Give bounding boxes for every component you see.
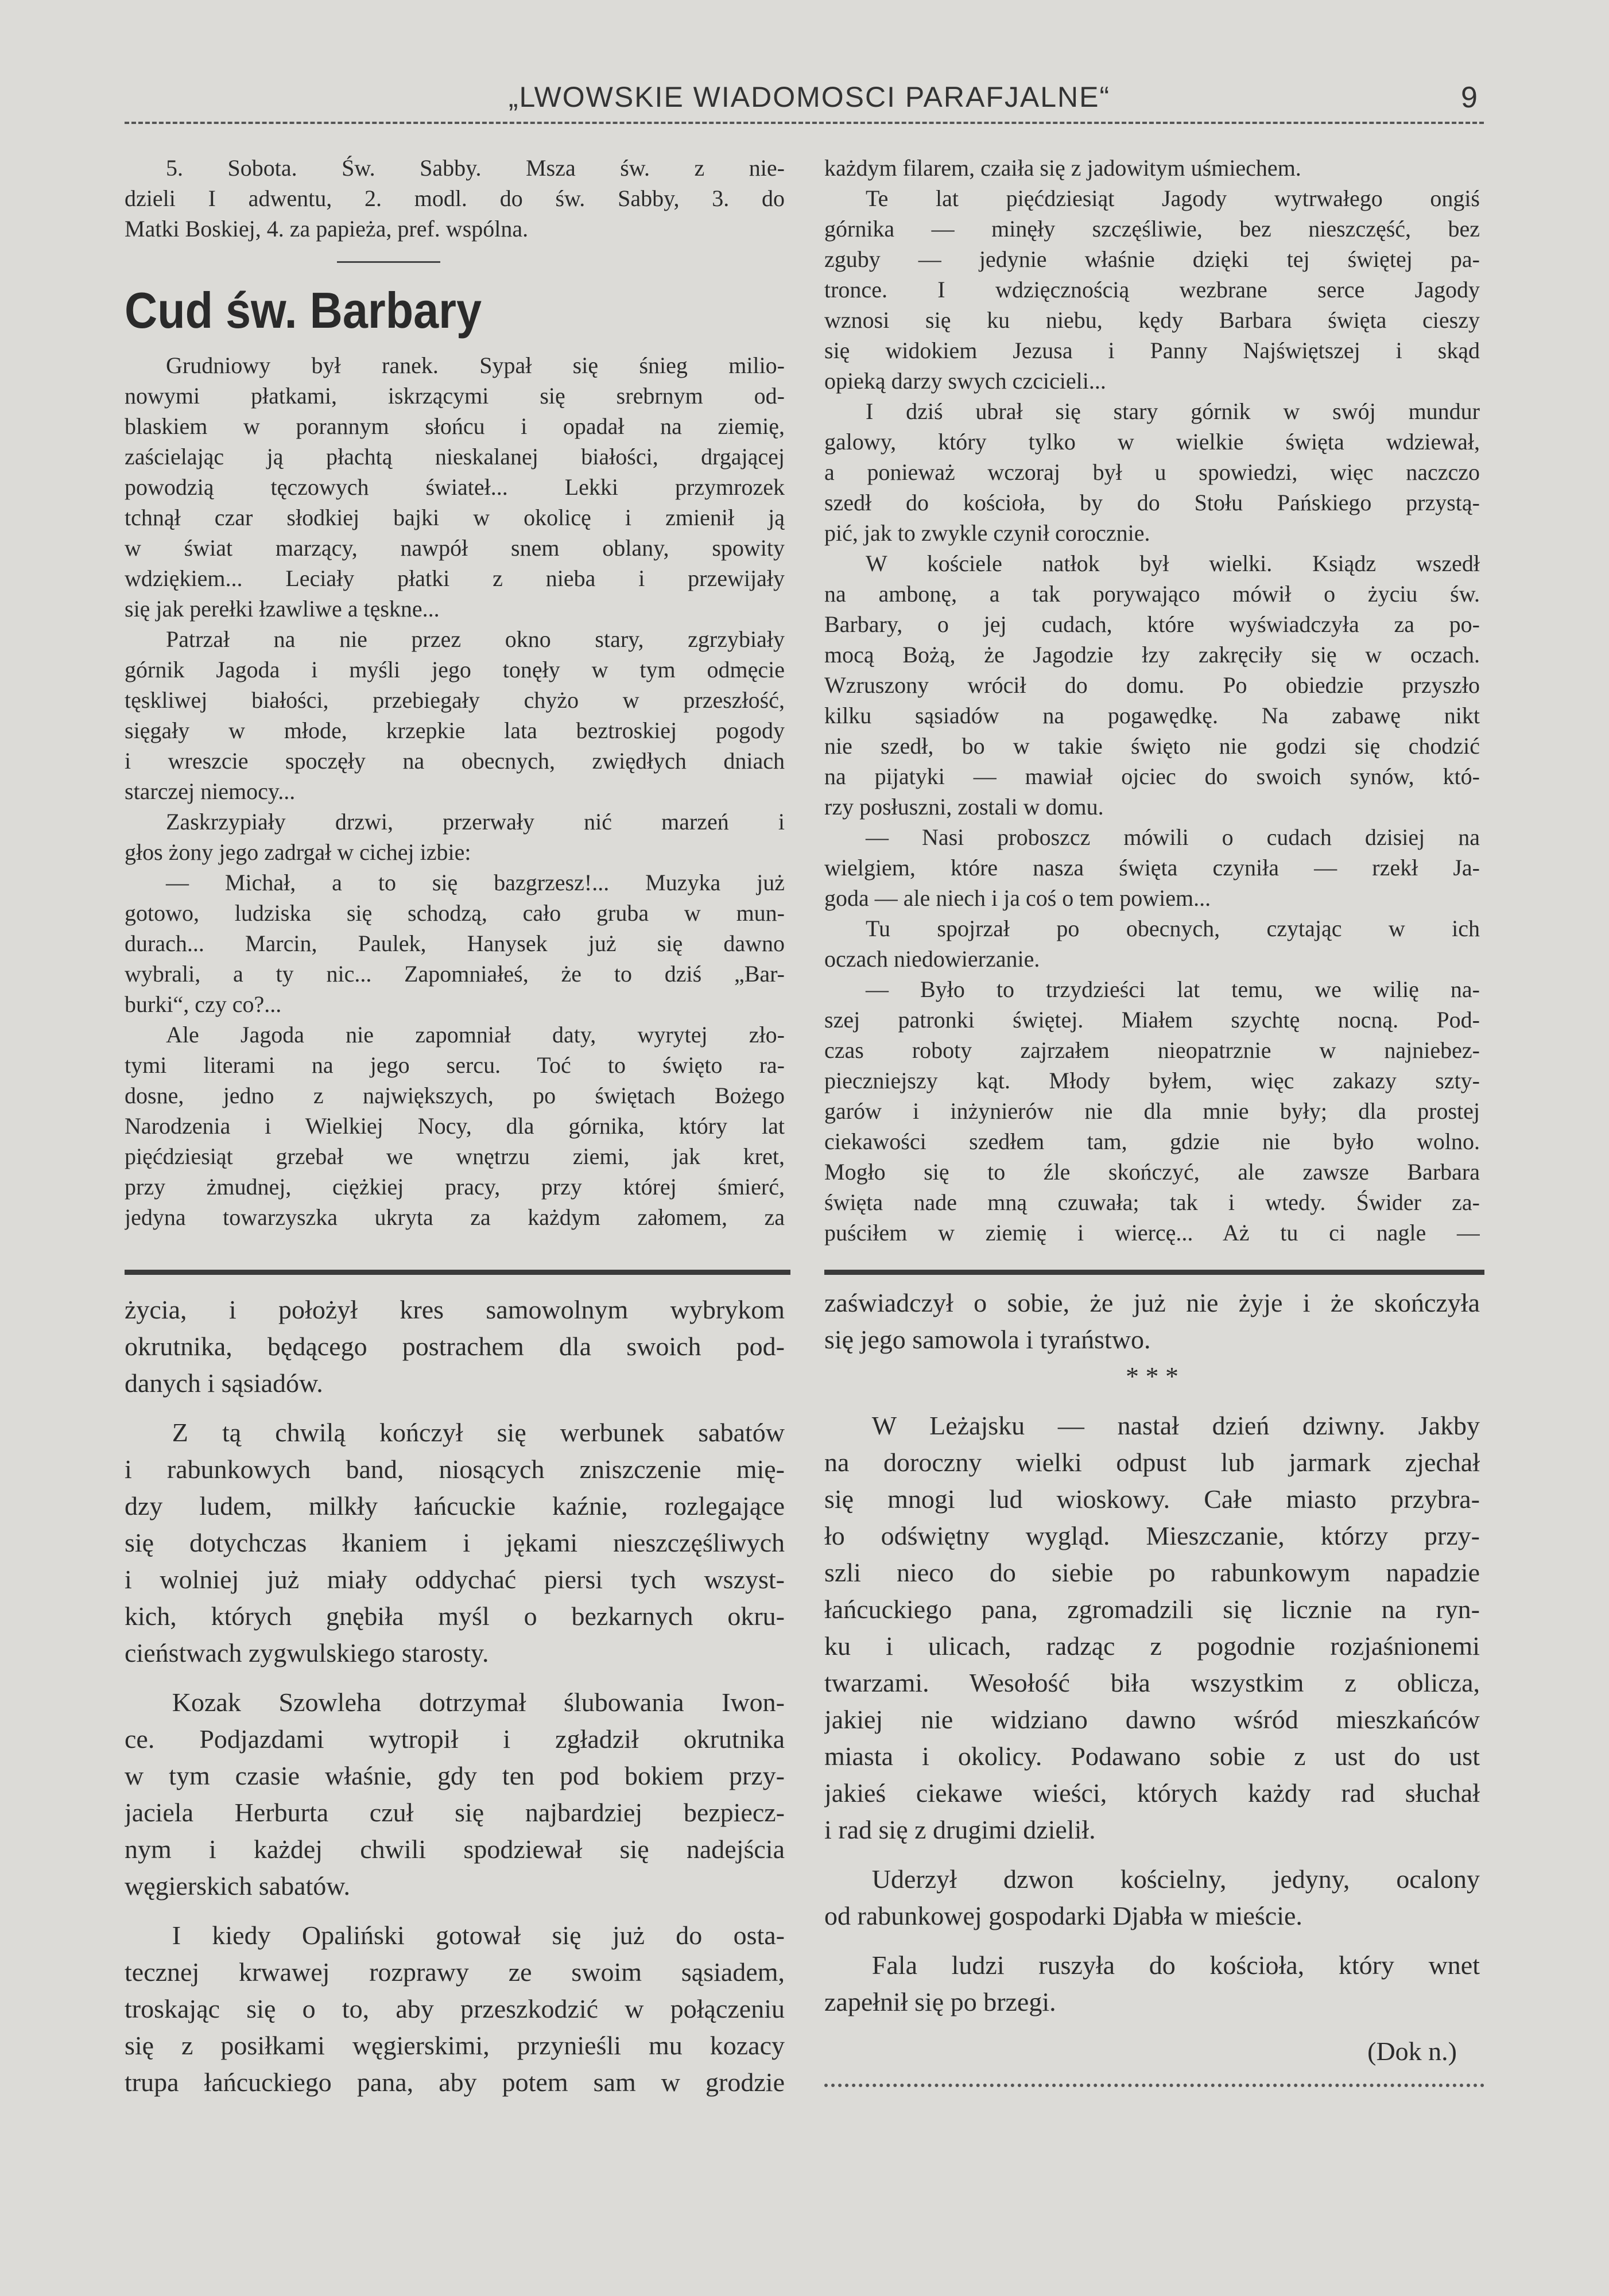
paragraph: [824, 974, 1480, 1248]
text-line: twarzami. Wesołość biła wszystkim z oblicza,: [824, 1668, 1480, 1697]
serial-story-body: [125, 1292, 785, 2101]
text-line: w tym czasie właśnie, gdy ten pod bokiem przy-: [125, 1761, 785, 1790]
text-line: durach... Marcin, Paulek, Hanysek już się dawno: [125, 930, 785, 956]
text-line: Mogło się to źle skończyć, ale zawsze Barbara: [824, 1159, 1480, 1185]
section-rule-right: [824, 1270, 1484, 1275]
text-line: szej patronki świętej. Miałem szychtę nocną. Pod-: [824, 1007, 1480, 1033]
text-line: okrutnika, będącego postrachem dla swoich pod-: [125, 1332, 785, 1361]
text-line: i wolniej już miały oddychać piersi tych wszyst-: [125, 1565, 785, 1594]
text-line: starczej niemocy...: [125, 778, 296, 804]
running-head-title: „LWOWSKIE WIADOMOSCI PARAFJALNE“: [508, 81, 1111, 113]
to-be-continued-note: (Dok n.): [1367, 2037, 1457, 2066]
text-line: na pijatyki — mawiał ojciec do swoich synów, któ-: [824, 763, 1480, 789]
text-line: się dotychczas łkaniem i jękami nieszczęśliwych: [125, 1528, 785, 1557]
text-line: W kościele natłok był wielki. Ksiądz wszedł: [866, 550, 1480, 576]
article-body: [125, 350, 785, 1232]
paragraph: [125, 1019, 785, 1232]
paragraph: [125, 1684, 785, 1905]
column-bottom-right: [824, 1285, 1480, 2070]
text-line: I kiedy Opaliński gotował się już do osta-: [172, 1921, 785, 1950]
text-line: powodzią tęczowych świateł... Lekki przymrozek: [125, 474, 785, 500]
text-line: górnik Jagoda i myśli jego tonęły w tym odmęcie: [125, 657, 785, 682]
serial-story-continuation: [824, 1285, 1480, 1358]
text-line: Uderzył dzwon kościelny, jedyny, ocalony: [871, 1864, 1480, 1894]
text-line: galowy, który tylko w wielkie święta wdziewał,: [824, 429, 1480, 455]
text-line: tronce. I wdzięcznością wezbrane serce Jagody: [824, 277, 1480, 302]
text-line: się z posiłkami węgierskimi, przynieśli mu kozacy: [125, 2031, 785, 2060]
text-line: dosne, jedno z największych, po świętach Bożego: [125, 1083, 785, 1108]
text-line: Tu spojrzał po obecnych, czytając w ich: [866, 916, 1480, 941]
text-line: Grudniowy był ranek. Sypał się śnieg milio-: [166, 352, 785, 378]
text-line: głos żony jego zadrgał w cichej izbie:: [125, 839, 471, 865]
paragraph: [125, 1414, 785, 1671]
text-line: w świat marzący, nawpół snem oblany, spowity: [125, 535, 785, 561]
text-line: wybrali, a ty nic... Zapomniałeś, że to dziś „Bar-: [125, 961, 785, 987]
text-line: ciekawości szedłem tam, gdzie nie było wolno.: [824, 1128, 1480, 1154]
paragraph: [824, 822, 1480, 913]
text-line: pić, jak to zwykle czynił corocznie.: [824, 520, 1150, 546]
section-divider: [337, 261, 440, 263]
text-line: na doroczny wielki odpust lub jarmark zjechał: [824, 1448, 1480, 1477]
text-line: ło odświętny wygląd. Mieszczanie, którzy przy-: [824, 1521, 1480, 1550]
text-line: węgierskich sabatów.: [125, 1871, 350, 1901]
text-line: Patrzał na nie przez okno stary, zgrzybiały: [166, 626, 785, 652]
text-line: goda — ale niech i ja coś o tem powiem...: [824, 885, 1211, 911]
paragraph: [125, 867, 785, 1019]
text-line: i wreszcie spoczęły na obecnych, zwiędłych dniach: [125, 748, 785, 774]
text-line: tecznej krwawej rozprawy ze swoim sąsiadem,: [125, 1957, 785, 1987]
text-line: każdym filarem, czaiła się z jadowitym uśmiechem.: [824, 155, 1301, 181]
text-line: nym i każdej chwili spodziewał się nadejścia: [125, 1835, 785, 1864]
paragraph: [824, 548, 1480, 822]
text-line: blaskiem w porannym słońcu i opadał na ziemię,: [125, 413, 785, 439]
text-line: Ale Jagoda nie zapomniał daty, wyrytej zło-: [166, 1022, 785, 1048]
text-line: wznosi się ku niebu, kędy Barbara święta cieszy: [824, 307, 1480, 333]
text-line: Fala ludzi ruszyła do kościoła, który wnet: [871, 1950, 1480, 1980]
paragraph: [125, 1917, 785, 2101]
column-top-left: [125, 153, 785, 1232]
text-line: zapełnił się po brzegi.: [824, 1987, 1056, 2016]
text-line: I dziś ubrał się stary górnik w swój mundur: [866, 398, 1480, 424]
text-line: cieństwach zygwulskiego starosty.: [125, 1638, 489, 1667]
text-line: wdziękiem... Leciały płatki z nieba i przewijały: [125, 565, 785, 591]
paragraph: [125, 1292, 785, 1402]
text-line: — Nasi proboszcz mówili o cudach dzisiej na: [866, 824, 1480, 850]
paragraph: [125, 153, 785, 244]
text-line: rzy posłuszni, zostali w domu.: [824, 794, 1104, 820]
text-line: Te lat pięćdziesiąt Jagody wytrwałego ongiś: [866, 185, 1480, 211]
paragraph: [125, 806, 785, 867]
text-line: i rad się z drugimi dzielił.: [824, 1815, 1096, 1844]
text-line: Narodzenia i Wielkiej Nocy, dla górnika, który lat: [125, 1113, 785, 1139]
column-top-right: [824, 153, 1480, 1248]
text-line: kilku sąsiadów na pogawędkę. Na zabawę nikt: [824, 703, 1480, 728]
text-line: ce. Podjazdami wytropił i zgładził okrutnika: [125, 1724, 785, 1754]
text-line: Zaskrzypiały drzwi, przerwały nić marzeń i: [166, 809, 785, 835]
text-line: sięgały w młode, krzepkie lata beztroskiej pogody: [125, 718, 785, 743]
text-line: się widokiem Jezusa i Panny Najświętszej i skąd: [824, 338, 1480, 363]
text-line: na ambonę, a tak porywająco mówił o życiu św.: [824, 581, 1480, 607]
text-line: dzieli I adwentu, 2. modl. do św. Sabby, 3. do: [125, 185, 785, 211]
text-line: — Michał, a to się bazgrzesz!... Muzyka już: [166, 870, 785, 895]
text-line: troskając się o to, aby przeszkodzić w połączeniu: [125, 1994, 785, 2023]
text-line: święta nade mną czuwała; tak i wtedy. Świder za-: [824, 1189, 1480, 1215]
text-line: mocą Bożą, że Jagodzie łzy zakręciły się w oczach.: [824, 642, 1480, 668]
paragraph: [824, 153, 1480, 183]
section-rule-left: [125, 1270, 790, 1275]
text-line: 5. Sobota. Św. Sabby. Msza św. z nie-: [166, 155, 785, 181]
text-line: miasta i okolicy. Podawano sobie z ust do ust: [824, 1742, 1480, 1771]
text-line: Z tą chwilą kończył się werbunek sabatów: [172, 1418, 785, 1447]
text-line: jedyna towarzyszka ukryta za każdym załomem, za: [125, 1204, 785, 1230]
text-line: szli nieco do siebie po rabunkowym napadzie: [824, 1558, 1480, 1587]
paragraph: [824, 1407, 1480, 1848]
paragraph: [125, 350, 785, 624]
text-line: ku i ulicach, radząc z pogodnie rozjaśnionemi: [824, 1631, 1480, 1661]
text-line: nowymi płatkami, iskrzącymi się srebrnym od-: [125, 383, 785, 409]
article-body-continued: [824, 153, 1480, 1248]
text-line: pieczniejszy kąt. Młody byłem, więc zakazy szty-: [824, 1068, 1480, 1093]
text-line: opieką darzy swych czcicieli...: [824, 368, 1106, 394]
text-line: zaścielając ją płachtą nieskalanej białości, drgającej: [125, 444, 785, 470]
paragraph: [824, 913, 1480, 974]
header-rule: [125, 122, 1484, 124]
section-separator-stars: * * *: [1126, 1362, 1178, 1391]
text-line: zaświadczył o sobie, że już nie żyje i że skończyła: [824, 1288, 1480, 1317]
page-number: 9: [1461, 81, 1478, 114]
text-line: oczach niedowierzanie.: [824, 946, 1040, 972]
text-line: Kozak Szowleha dotrzymał ślubowania Iwon-: [172, 1688, 785, 1717]
text-line: jakiej nie widziano dawno wśród mieszkańców: [824, 1705, 1480, 1734]
text-line: kich, których gnębiła myśl o bezkarnych okru-: [125, 1601, 785, 1631]
paragraph: [824, 1861, 1480, 1934]
text-line: Wzruszony wrócił do domu. Po obiedzie przyszło: [824, 672, 1480, 698]
text-line: jakieś ciekawe wieści, których każdy rad słuchał: [824, 1778, 1480, 1808]
text-line: górnika — minęły szczęśliwie, bez nieszczęść, bez: [824, 216, 1480, 242]
paragraph: [824, 1285, 1480, 1358]
text-line: i rabunkowych band, niosących zniszczenie mię-: [125, 1455, 785, 1484]
paragraph: [824, 183, 1480, 396]
column-bottom-left: [125, 1292, 785, 2113]
text-line: tęskliwej białości, przebiegały chyżo w przeszłość,: [125, 687, 785, 713]
text-line: W Leżajsku — nastał dzień dziwny. Jakby: [871, 1411, 1480, 1440]
text-line: nie szedł, bo w takie święto nie godzi się chodzić: [824, 733, 1480, 759]
text-line: się jego samowola i tyraństwo.: [824, 1325, 1151, 1354]
text-line: się mnogi lud wioskowy. Całe miasto przybra-: [824, 1484, 1480, 1514]
text-line: puściłem w ziemię i wiercę... Aż tu ci nagle —: [824, 1220, 1480, 1246]
text-line: trupa łańcuckiego pana, aby potem sam w grodzie: [125, 2068, 785, 2097]
paragraph: [125, 624, 785, 806]
text-line: garów i inżynierów nie dla mnie były; dla prostej: [824, 1098, 1480, 1124]
text-line: życia, i położył kres samowolnym wybrykom: [125, 1295, 785, 1324]
article-title: Cud św. Barbary: [125, 282, 482, 339]
text-line: tchnął czar słodkiej bajki w okolicę i zmienił ją: [125, 505, 785, 530]
text-line: burki“, czy co?...: [125, 991, 282, 1017]
paragraph: [824, 396, 1480, 548]
text-line: gotowo, ludziska się schodzą, cało gruba w mun-: [125, 900, 785, 926]
text-line: przy żmudnej, ciężkiej pracy, przy której śmierć,: [125, 1174, 785, 1200]
text-line: — Było to trzydzieści lat temu, we wilię na-: [866, 976, 1480, 1002]
text-line: zguby — jedynie właśnie dzięki tej świętej pa-: [824, 246, 1480, 272]
paragraph: [824, 1947, 1480, 2020]
text-line: szedł do kościoła, by do Stołu Pańskiego przystą-: [824, 490, 1480, 515]
text-line: dzy ludem, milkły łańcuckie kaźnie, rozlegające: [125, 1491, 785, 1521]
text-line: od rabunkowej gospodarki Djabła w mieście.: [824, 1901, 1302, 1930]
text-line: się jak perełki łzawliwe a tęskne...: [125, 596, 440, 622]
text-line: danych i sąsiadów.: [125, 1368, 323, 1398]
serial-story-body: [824, 1407, 1480, 2020]
text-line: tymi literami na jego sercu. Toć to święto ra-: [125, 1052, 785, 1078]
text-line: czas roboty zajrzałem nieopatrznie w najniebez-: [824, 1037, 1480, 1063]
text-line: łańcuckiego pana, zgromadzili się licznie na ryn-: [824, 1595, 1480, 1624]
text-line: pięćdziesiąt grzebał we wnętrzu ziemi, jak kret,: [125, 1143, 785, 1169]
text-line: Barbary, o jej cudach, które wyświadczyła za po-: [824, 611, 1480, 637]
text-line: wielgiem, które nasza święta czyniła — rzekł Ja-: [824, 855, 1480, 881]
text-line: jaciela Herburta czuł się najbardziej bezpiecz-: [125, 1798, 785, 1827]
text-line: a ponieważ wczoraj był u spowiedzi, więc naczczo: [824, 459, 1480, 485]
text-line: Matki Boskiej, 4. za papieża, pref. wspólna.: [125, 216, 529, 242]
calendar-entry: [125, 153, 785, 244]
ornamental-rule: [824, 2084, 1484, 2087]
